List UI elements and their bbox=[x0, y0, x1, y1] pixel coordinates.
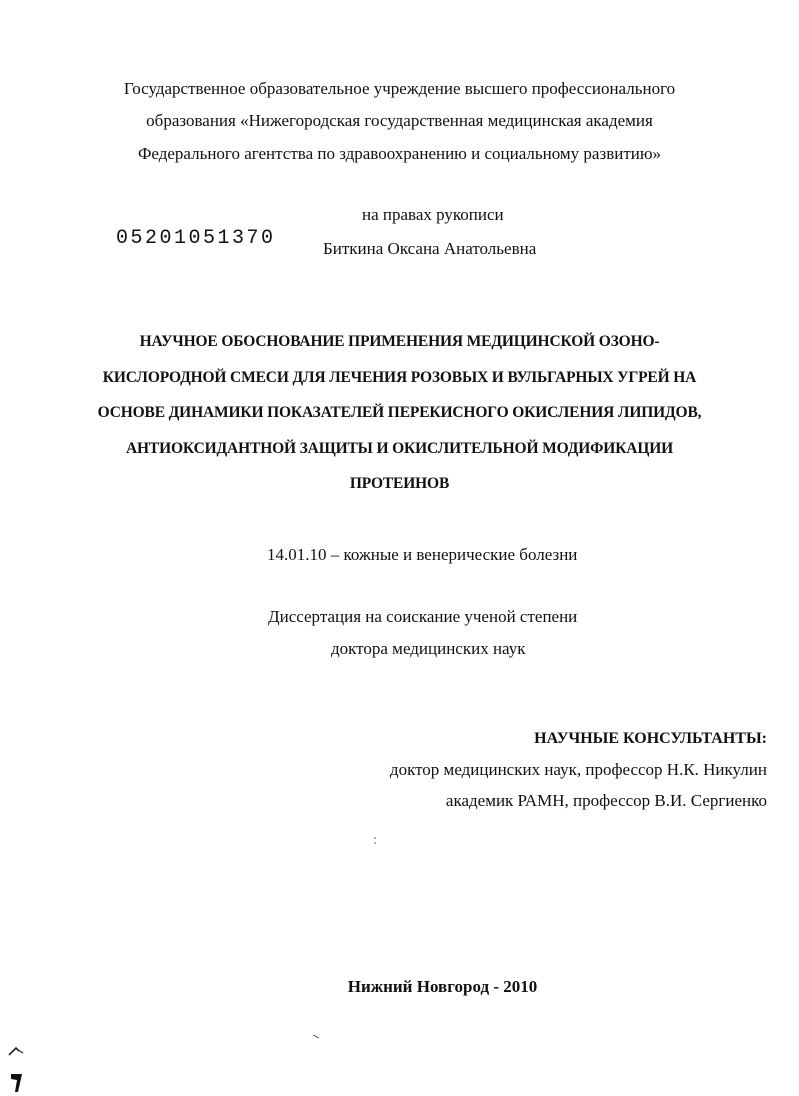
rights-note: на правах рукописи bbox=[362, 205, 504, 224]
scan-tick-mark bbox=[312, 1034, 322, 1040]
scan-speck-mark bbox=[372, 836, 378, 846]
consultants-heading: НАУЧНЫЕ КОНСУЛЬТАНТЫ: bbox=[534, 730, 767, 747]
consultant-2: академик РАМН, профессор В.И. Сергиенко bbox=[445, 791, 767, 810]
scan-corner-mark bbox=[6, 1044, 26, 1058]
specialty-code: 14.01.10 – кожные и венерические болезни bbox=[267, 545, 578, 564]
dissertation-degree-line-2: доктора медицинских наук bbox=[331, 639, 526, 658]
registration-number: 05201051370 bbox=[116, 227, 276, 250]
title-line-4: АНТИОКСИДАНТНОЙ ЗАЩИТЫ И ОКИСЛИТЕЛЬНОЙ МОДИФИКАЦИИ bbox=[125, 440, 674, 457]
city-year: Нижний Новгород - 2010 bbox=[347, 977, 538, 996]
institution-line-1: Государственное образовательное учреждение высшего профессионального bbox=[123, 79, 676, 98]
institution-line-3: Федерального агентства по здравоохранению и социальному развитию» bbox=[137, 144, 662, 163]
author-name: Биткина Оксана Анатольевна bbox=[323, 239, 537, 258]
title-line-1: НАУЧНОЕ ОБОСНОВАНИЕ ПРИМЕНЕНИЯ МЕДИЦИНСКОЙ ОЗОНО- bbox=[139, 333, 660, 350]
title-line-5: ПРОТЕИНОВ bbox=[349, 475, 450, 492]
consultant-1: доктор медицинских наук, профессор Н.К. Никулин bbox=[389, 760, 767, 779]
institution-line-2: образования «Нижегородская государственная медицинская академия bbox=[146, 111, 653, 130]
scan-edge-mark bbox=[9, 1072, 25, 1094]
title-line-2: КИСЛОРОДНОЙ СМЕСИ ДЛЯ ЛЕЧЕНИЯ РОЗОВЫХ И ВУЛЬГАРНЫХ УГРЕЙ НА bbox=[102, 369, 697, 386]
dissertation-degree-line-1: Диссертация на соискание ученой степени bbox=[268, 607, 578, 626]
title-line-3: ОСНОВЕ ДИНАМИКИ ПОКАЗАТЕЛЕЙ ПЕРЕКИСНОГО ОКИСЛЕНИЯ ЛИПИДОВ, bbox=[97, 404, 702, 421]
